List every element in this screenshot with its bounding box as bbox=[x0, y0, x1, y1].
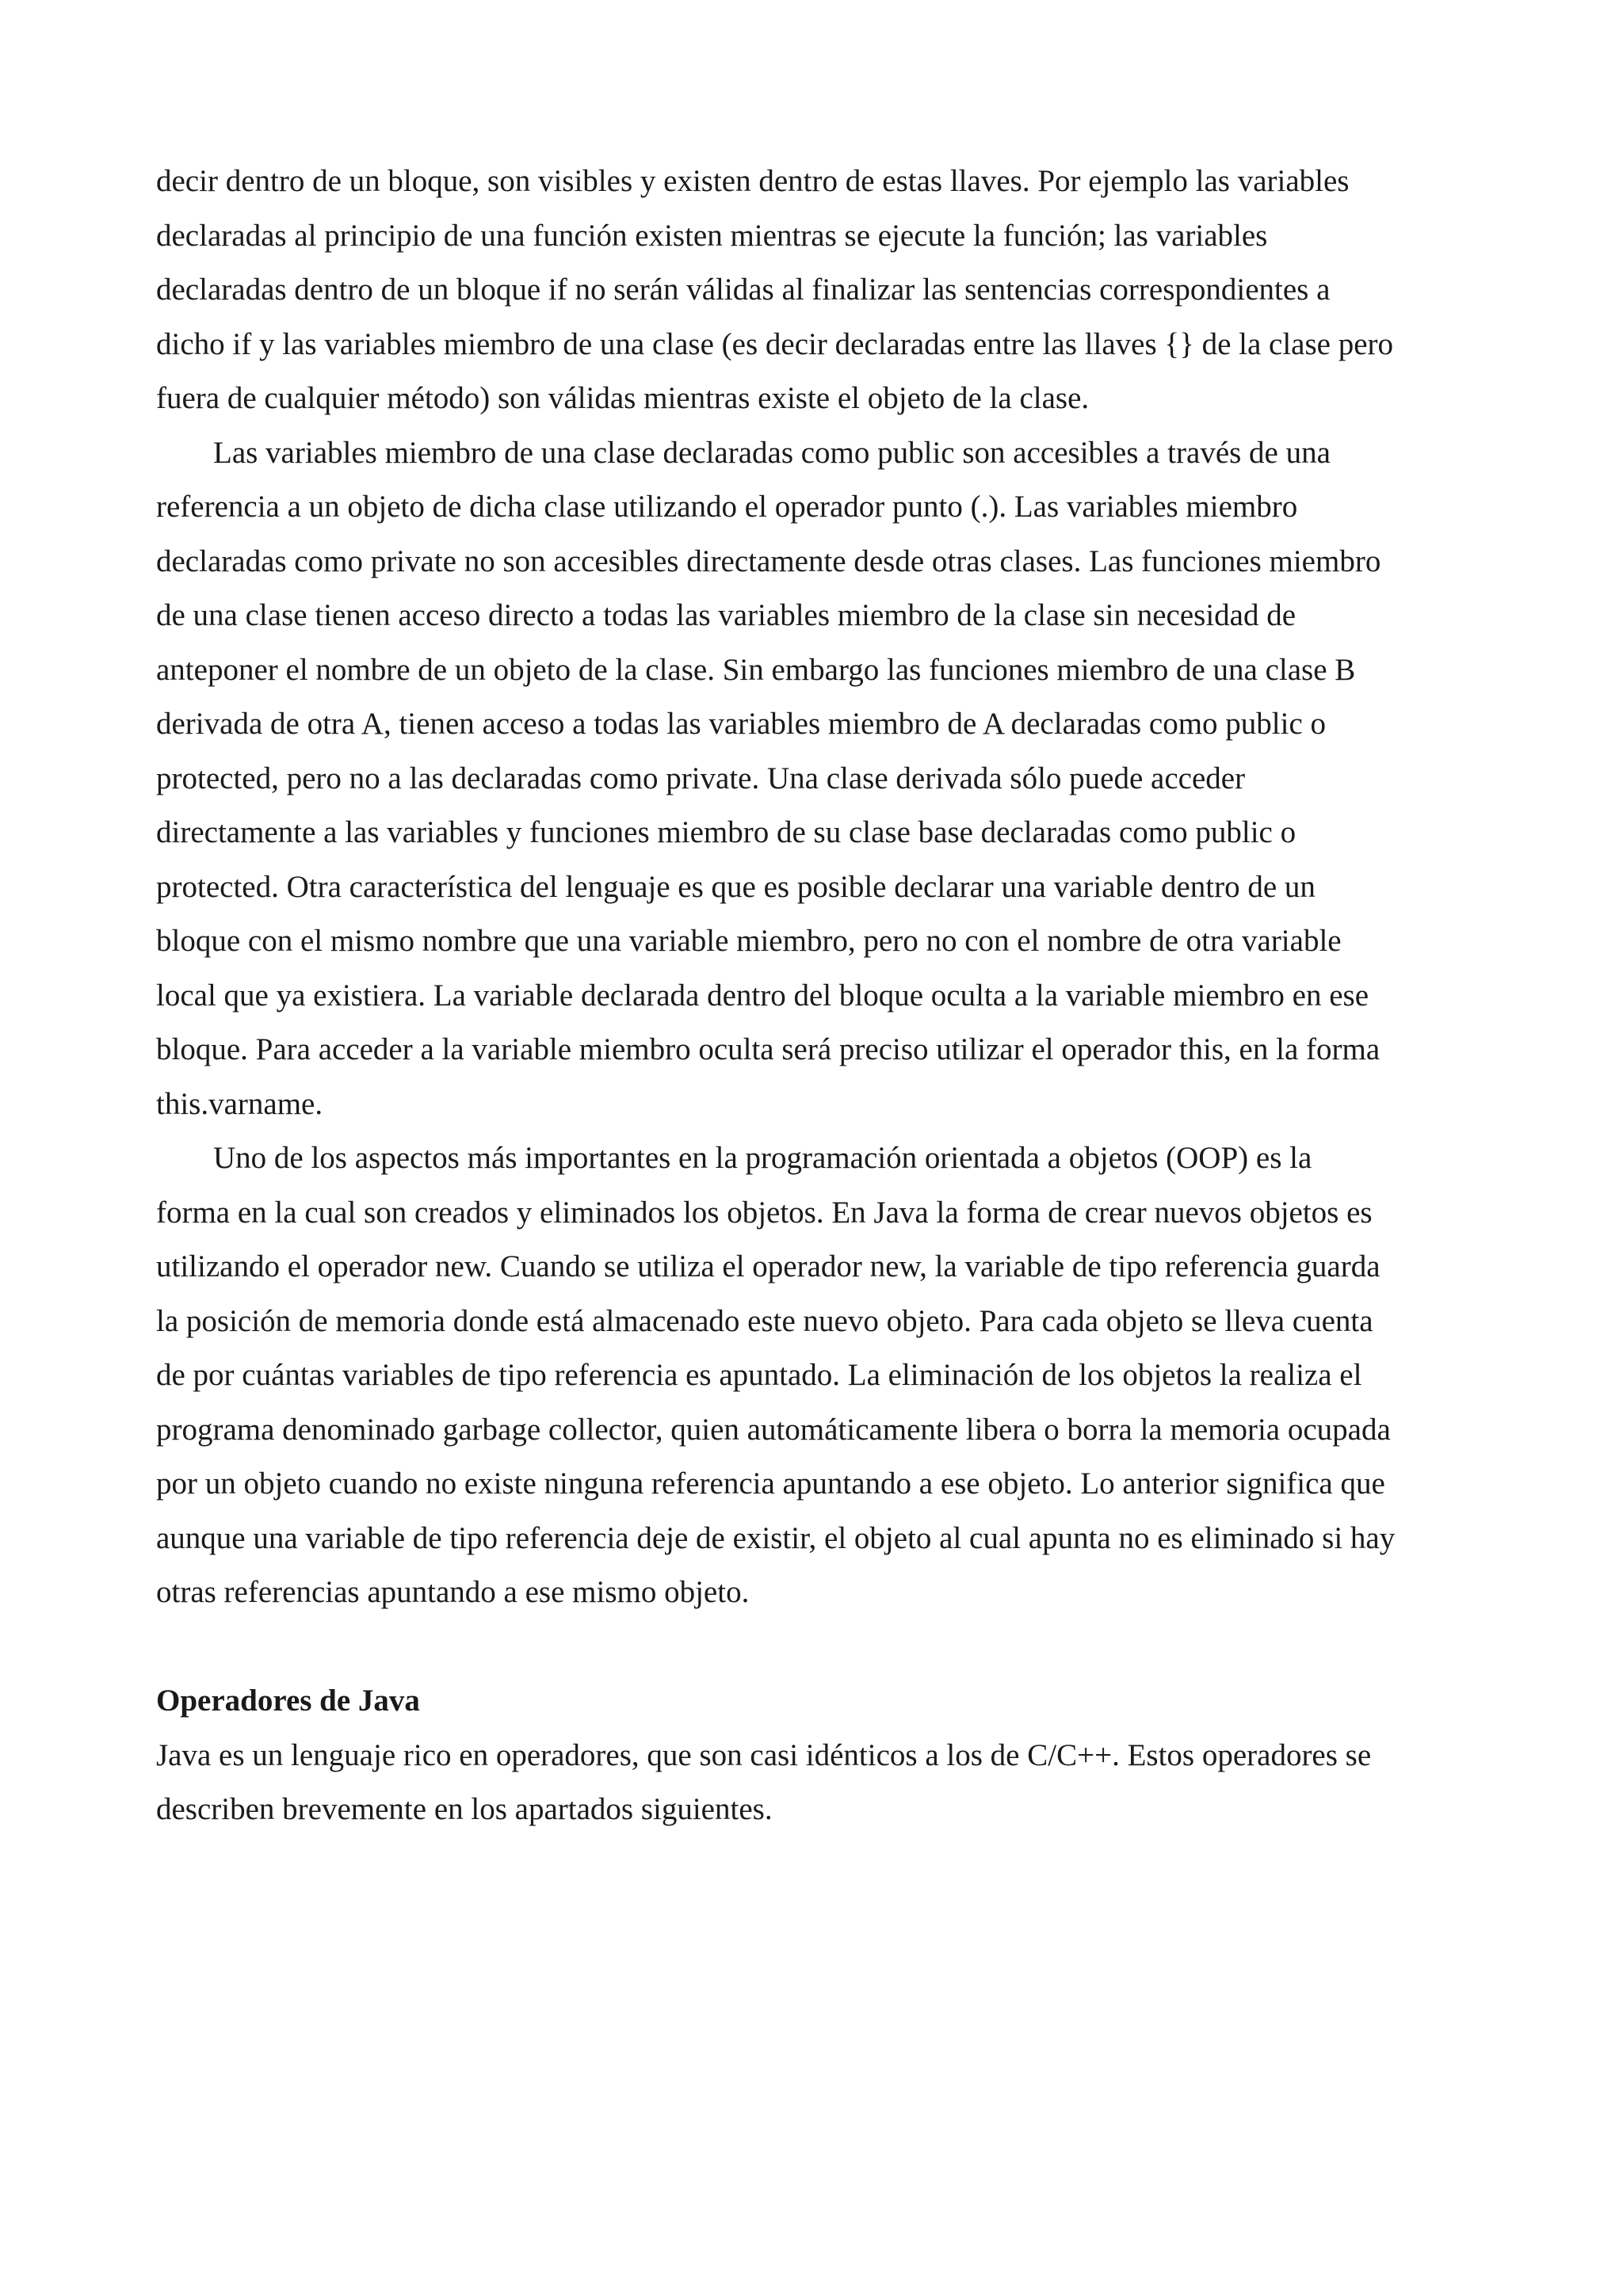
paragraph-variable-scope bbox=[156, 154, 1487, 426]
paragraph-line: describen brevemente en los apartados siguientes. bbox=[156, 1792, 773, 1826]
paragraph-line: this.varname. bbox=[156, 1086, 323, 1121]
paragraph-line: de una clase tienen acceso directo a todas las variables miembro de la clase sin necesidad de bbox=[156, 598, 1296, 632]
paragraph-line: la posición de memoria donde está almacenado este nuevo objeto. Para cada objeto se lleva cuenta bbox=[156, 1303, 1373, 1338]
paragraph-line: Las variables miembro de una clase declaradas como public son accesibles a través de una bbox=[213, 435, 1331, 470]
paragraph-line: local que ya existiera. La variable declarada dentro del bloque oculta a la variable miembro en ese bbox=[156, 978, 1369, 1013]
paragraph-line: aunque una variable de tipo referencia deje de existir, el objeto al cual apunta no es eliminado si hay bbox=[156, 1520, 1396, 1555]
section-heading: Operadores de Java bbox=[156, 1684, 420, 1718]
paragraph-line: declaradas al principio de una función existen mientras se ejecute la función; las variables bbox=[156, 218, 1268, 253]
document-body bbox=[156, 154, 1487, 1837]
paragraph-line: protected, pero no a las declaradas como private. Una clase derivada sólo puede acceder bbox=[156, 761, 1246, 795]
paragraph-line: declaradas dentro de un bloque if no serán válidas al finalizar las sentencias correspondientes a bbox=[156, 273, 1331, 307]
paragraph-line: de por cuántas variables de tipo referencia es apuntado. La eliminación de los objetos la realiza el bbox=[156, 1358, 1362, 1392]
paragraph-line: Uno de los aspectos más importantes en la programación orientada a objetos (OOP) es la bbox=[213, 1141, 1312, 1175]
paragraph-line: directamente a las variables y funciones miembro de su clase base declaradas como public o bbox=[156, 815, 1296, 849]
paragraph-line: forma en la cual son creados y eliminados los objetos. En Java la forma de crear nuevos objetos es bbox=[156, 1195, 1373, 1230]
paragraph-operators-intro bbox=[156, 1729, 1487, 1837]
paragraph-line: dicho if y las variables miembro de una clase (es decir declaradas entre las llaves {} de la clase pero bbox=[156, 326, 1394, 361]
paragraph-object-lifecycle bbox=[156, 1131, 1487, 1620]
paragraph-line: bloque con el mismo nombre que una variable miembro, pero no con el nombre de otra variable bbox=[156, 924, 1342, 958]
paragraph-line: decir dentro de un bloque, son visibles y existen dentro de estas llaves. Por ejemplo las variables bbox=[156, 164, 1350, 198]
paragraph-line: derivada de otra A, tienen acceso a todas las variables miembro de A declaradas como public o bbox=[156, 707, 1327, 741]
paragraph-line: fuera de cualquier método) son válidas mientras existe el objeto de la clase. bbox=[156, 381, 1090, 415]
paragraph-line: bloque. Para acceder a la variable miembro oculta será preciso utilizar el operador this, en la forma bbox=[156, 1032, 1381, 1066]
paragraph-member-access bbox=[156, 426, 1487, 1132]
paragraph-line: anteponer el nombre de un objeto de la clase. Sin embargo las funciones miembro de una clase B bbox=[156, 652, 1356, 687]
paragraph-line: por un objeto cuando no existe ninguna referencia apuntando a ese objeto. Lo anterior significa que bbox=[156, 1466, 1385, 1501]
paragraph-line: Java es un lenguaje rico en operadores, que son casi idénticos a los de C/C++. Estos operadores se bbox=[156, 1737, 1372, 1772]
paragraph-line: otras referencias apuntando a ese mismo objeto. bbox=[156, 1575, 750, 1609]
paragraph-line: referencia a un objeto de dicha clase utilizando el operador punto (.). Las variables miembro bbox=[156, 490, 1298, 524]
paragraph-line: programa denominado garbage collector, quien automáticamente libera o borra la memoria ocupada bbox=[156, 1412, 1391, 1447]
paragraph-line: protected. Otra característica del lenguaje es que es posible declarar una variable dentro de un bbox=[156, 869, 1316, 904]
paragraph-line: utilizando el operador new. Cuando se utiliza el operador new, la variable de tipo referencia guarda bbox=[156, 1249, 1381, 1283]
paragraph-line: declaradas como private no son accesibles directamente desde otras clases. Las funciones miembro bbox=[156, 543, 1381, 578]
